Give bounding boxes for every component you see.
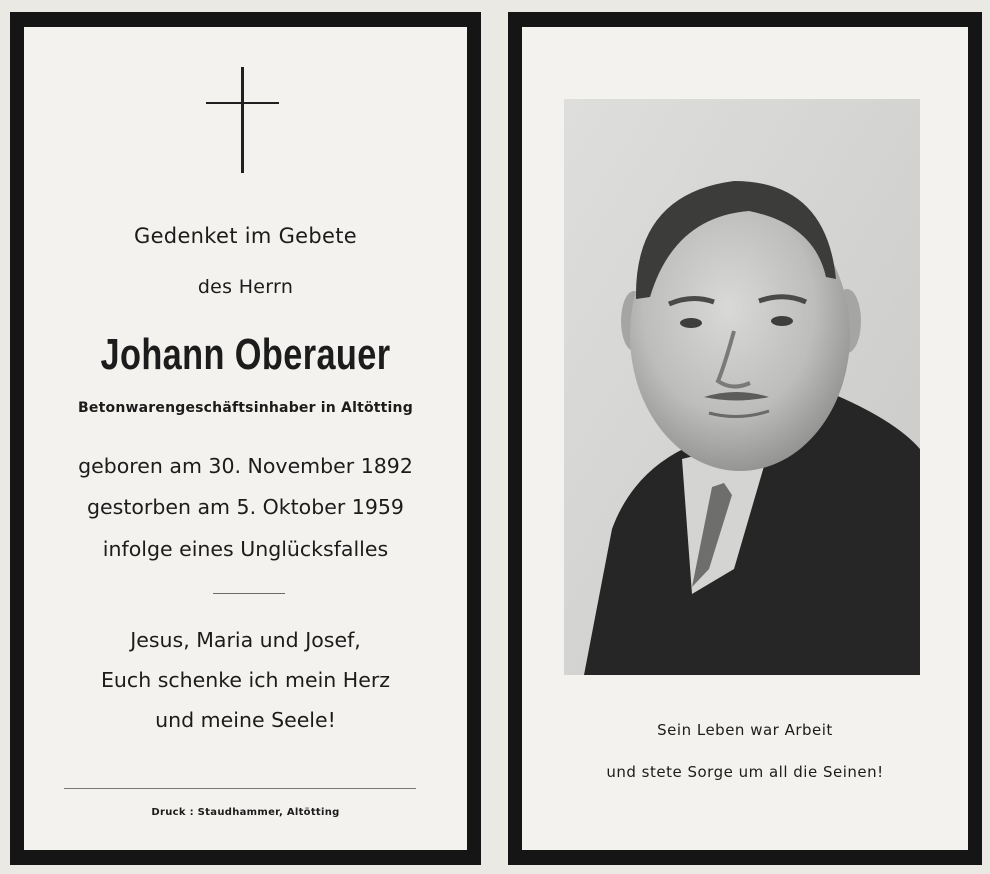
epitaph-line-1: Sein Leben war Arbeit <box>657 721 833 739</box>
greeting-text: Gedenket im Gebete <box>134 224 357 248</box>
cross-icon <box>206 67 281 175</box>
prayer-line-2: Euch schenke ich mein Herz <box>100 668 391 692</box>
death-date: gestorben am 5. Oktober 1959 <box>87 495 404 519</box>
divider-short <box>213 593 285 594</box>
card-paper-left <box>24 27 467 850</box>
occupation-text: Betonwarengeschäftsinhaber in Altötting <box>78 400 413 416</box>
honorific-text: des Herrn <box>197 276 294 298</box>
prayer-line-1: Jesus, Maria und Josef, <box>130 628 361 652</box>
divider-long <box>64 788 416 789</box>
prayer-line-3: und meine Seele! <box>155 708 336 732</box>
birth-date: geboren am 30. November 1892 <box>78 454 413 478</box>
memorial-card-photo-side <box>508 12 982 865</box>
cause-of-death: infolge eines Unglücksfalles <box>102 537 389 561</box>
portrait-illustration <box>564 99 920 675</box>
portrait-photo <box>564 99 920 675</box>
printer-credit: Druck : Staudhammer, Altötting <box>151 807 340 818</box>
deceased-name: Johann Oberauer <box>100 330 391 379</box>
epitaph-line-2: und stete Sorge um all die Seinen! <box>606 763 884 781</box>
card-paper-right <box>522 27 968 850</box>
memorial-card-text-side <box>10 12 481 865</box>
